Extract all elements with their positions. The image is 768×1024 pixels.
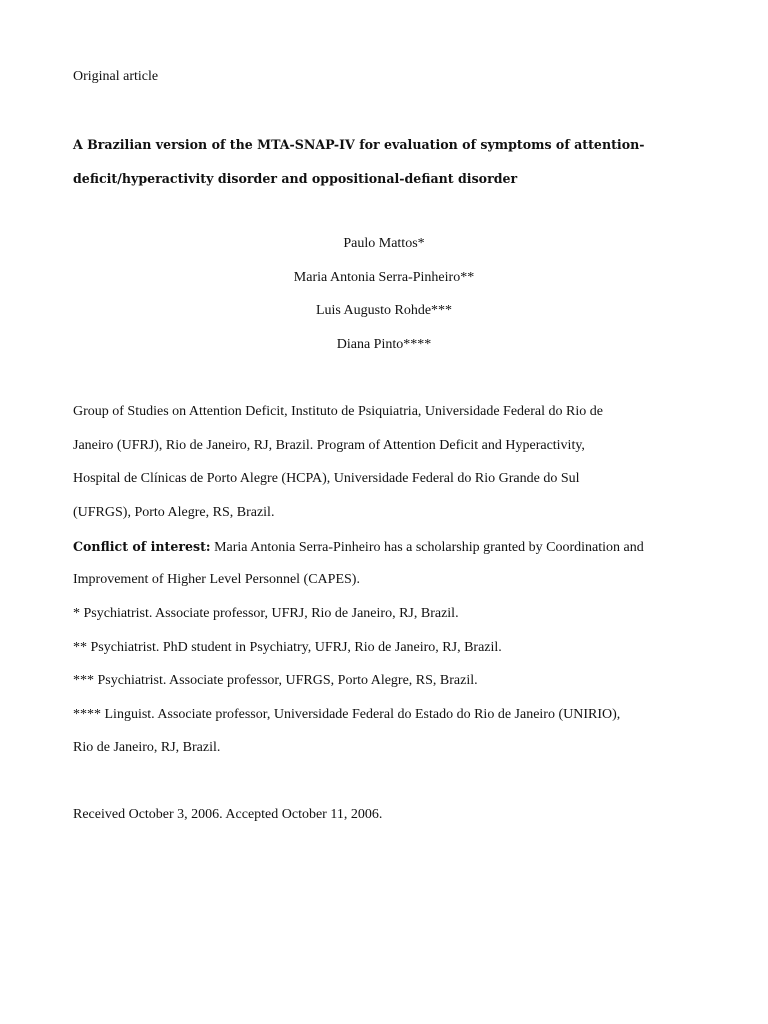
author-1: Paulo Mattos* xyxy=(343,236,425,251)
footnote-3: *** Psychiatrist. Associate professor, UFRGS, Porto Alegre, RS, Brazil. xyxy=(73,673,478,688)
author-4: Diana Pinto**** xyxy=(336,337,432,352)
affiliation-line-4: (UFRGS), Porto Alegre, RS, Brazil. xyxy=(73,505,275,520)
footnote-4: **** Linguist. Associate professor, Universidade Federal do Estado do Rio de Janeiro (UNIRIO), xyxy=(73,707,621,722)
conflict-label: Conflict of interest: xyxy=(73,539,211,554)
affiliation-line-3: Hospital de Clínicas de Porto Alegre (HCPA), Universidade Federal do Rio Grande do Sul xyxy=(73,471,580,486)
conflict-text: Maria Antonia Serra-Pinheiro has a scholarship granted by Coordination and xyxy=(210,540,644,555)
article-type: Original article xyxy=(73,69,159,84)
author-2: Maria Antonia Serra-Pinheiro** xyxy=(293,270,475,285)
received-accepted-dates: Received October 3, 2006. Accepted October 11, 2006. xyxy=(73,807,383,822)
footnote-2: ** Psychiatrist. PhD student in Psychiatry, UFRJ, Rio de Janeiro, RJ, Brazil. xyxy=(73,640,502,655)
author-3: Luis Augusto Rohde*** xyxy=(315,303,453,318)
conflict-of-interest-line-2: Improvement of Higher Level Personnel (CAPES). xyxy=(73,572,360,587)
title-line-2: deficit/hyperactivity disorder and oppositional-defiant disorder xyxy=(73,171,518,186)
footnote-4-continued: Rio de Janeiro, RJ, Brazil. xyxy=(73,740,221,755)
footnote-1: * Psychiatrist. Associate professor, UFRJ, Rio de Janeiro, RJ, Brazil. xyxy=(73,606,459,621)
title-line-1: A Brazilian version of the MTA-SNAP-IV for evaluation of symptoms of attention- xyxy=(73,137,645,152)
conflict-of-interest-line-1 xyxy=(73,538,644,557)
affiliation-line-2: Janeiro (UFRJ), Rio de Janeiro, RJ, Brazil. Program of Attention Deficit and Hyperactivity, xyxy=(73,438,585,453)
affiliation-line-1: Group of Studies on Attention Deficit, Instituto de Psiquiatria, Universidade Federal do Rio de xyxy=(73,404,603,419)
